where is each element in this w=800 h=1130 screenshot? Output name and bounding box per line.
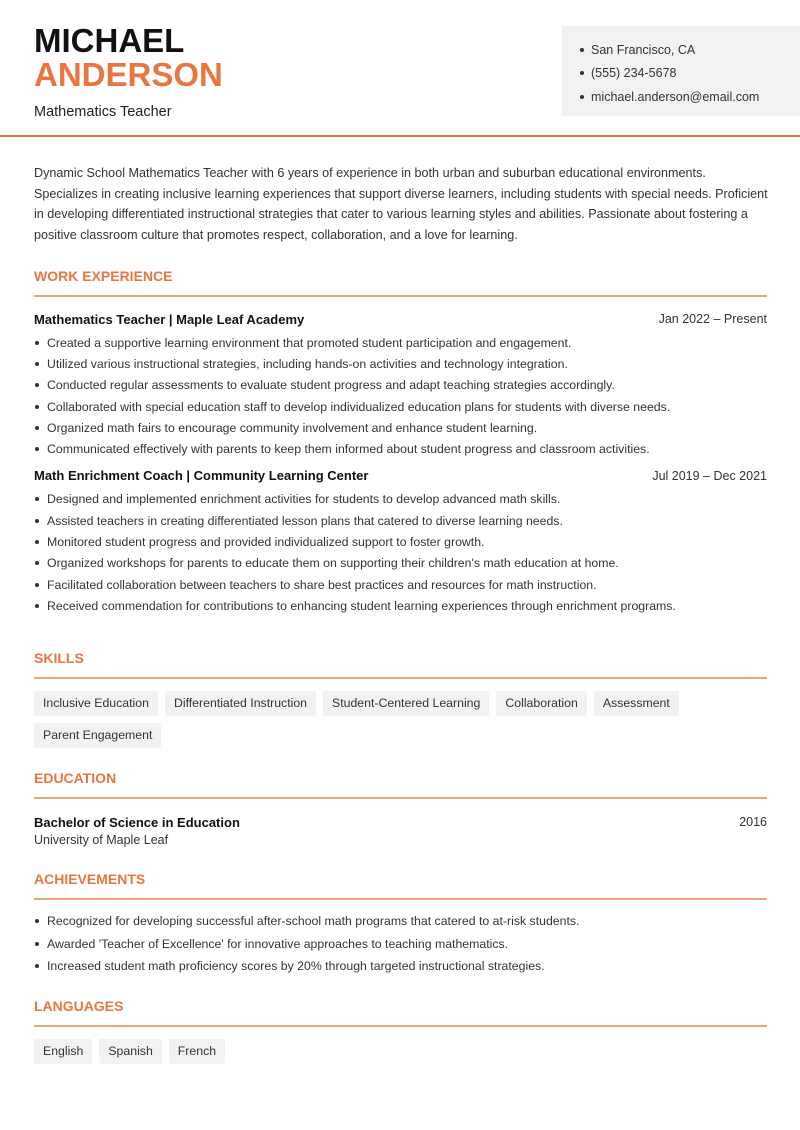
list-item — [34, 955, 767, 978]
bullet-text: Collaborated with special education staff to develop individualized education plans for students with diverse needs. — [47, 399, 671, 414]
job-dates: Jan 2022 – Present — [658, 312, 767, 326]
list-item — [34, 332, 767, 353]
job-header — [34, 309, 767, 329]
bullet-icon — [35, 426, 39, 430]
section-divider — [34, 677, 767, 679]
bullet-text: Received commendation for contributions to enhancing student learning experiences through enrichment programs. — [47, 598, 676, 613]
bullet-text: Organized math fairs to encourage community involvement and enhance student learning. — [47, 420, 538, 435]
section-divider — [34, 797, 767, 799]
bullet-icon — [35, 919, 39, 923]
section-title: WORK EXPERIENCE — [34, 268, 173, 284]
bullet-icon — [35, 583, 39, 587]
job-dates: Jul 2019 – Dec 2021 — [652, 468, 767, 483]
section-title: ACHIEVEMENTS — [34, 871, 146, 887]
section-work-experience — [34, 266, 767, 617]
section-languages — [34, 996, 767, 1071]
resume-header — [0, 0, 800, 137]
graduation-year: 2016 — [739, 815, 767, 829]
bullet-text: Designed and implemented enrichment activities for students to develop advanced math skills. — [47, 492, 561, 507]
list-item — [34, 438, 767, 459]
last-name: ANDERSON — [34, 56, 223, 93]
skill-tags — [34, 691, 767, 755]
bullet-icon — [35, 383, 39, 387]
bullet-text: Awarded 'Teacher of Excellence' for innovative approaches to teaching mathematics. — [47, 936, 509, 951]
job-title: Mathematics Teacher — [34, 104, 172, 120]
contact-location — [580, 38, 800, 62]
bullet-icon — [35, 362, 39, 366]
list-item — [34, 595, 767, 616]
school-name: University of Maple Leaf — [34, 833, 169, 847]
contact-box — [562, 26, 800, 116]
list-item — [34, 353, 767, 374]
section-title: LANGUAGES — [34, 998, 124, 1014]
section-title: SKILLS — [34, 650, 84, 666]
list-item — [34, 375, 767, 396]
language-tag: French — [169, 1039, 225, 1064]
bullet-icon — [35, 561, 39, 565]
education-header — [34, 812, 767, 832]
summary: Dynamic School Mathematics Teacher with 6 years of experience in both urban and suburban educational environments. Specializes in creating inclusive learning experiences that support diverse learners, including students with special needs. Proficient in developing differentiated instructional strategies that cater to various learning styles and abilities. Passionate about fostering a positive classroom culture that promotes respect, collaboration, and a love for learning. — [34, 166, 768, 243]
section-divider — [34, 295, 767, 297]
skill-tag: Parent Engagement — [34, 723, 161, 748]
list-item — [34, 910, 767, 933]
skill-tag: Student-Centered Learning — [323, 691, 489, 716]
section-skills — [34, 648, 767, 755]
job-header — [34, 466, 767, 486]
bullet-icon — [580, 71, 584, 75]
achievement-list — [34, 910, 767, 978]
bullet-icon — [35, 405, 39, 409]
bullet-text: Recognized for developing successful after-school math programs that catered to at-risk students. — [47, 914, 580, 929]
skill-tag: Collaboration — [496, 691, 586, 716]
job-role: Math Enrichment Coach | Community Learning Center — [34, 468, 369, 484]
list-item — [34, 933, 767, 956]
section-divider — [34, 1025, 767, 1027]
job-entry — [34, 309, 767, 460]
job-entry — [34, 466, 767, 617]
job-role: Mathematics Teacher | Maple Leaf Academy — [34, 311, 305, 327]
contact-email — [580, 85, 800, 109]
bullet-icon — [35, 341, 39, 345]
language-tag: English — [34, 1039, 92, 1064]
bullet-text: Monitored student progress and provided individualized support to foster growth. — [47, 535, 485, 550]
list-item — [34, 531, 767, 552]
bullet-icon — [35, 540, 39, 544]
bullet-icon — [35, 497, 39, 501]
name-block — [34, 24, 223, 120]
section-education — [34, 768, 767, 847]
language-tag: Spanish — [99, 1039, 161, 1064]
contact-phone — [580, 62, 800, 86]
bullet-icon — [35, 604, 39, 608]
list-item — [34, 489, 767, 510]
skill-tag: Differentiated Instruction — [165, 691, 316, 716]
email-text: michael.anderson@email.com — [591, 89, 760, 104]
bullet-text: Assisted teachers in creating differentiated lesson plans that catered to diverse learning needs. — [47, 513, 563, 528]
bullet-icon — [35, 519, 39, 523]
list-item — [34, 417, 767, 438]
bullet-text: Created a supportive learning environment that promoted student participation and engagement. — [47, 335, 572, 350]
bullet-text: Conducted regular assessments to evaluate student progress and adapt teaching strategies accordingly. — [47, 378, 615, 393]
section-divider — [34, 898, 767, 900]
list-item — [34, 574, 767, 595]
phone-text: (555) 234-5678 — [591, 66, 677, 81]
section-achievements — [34, 869, 767, 978]
bullet-icon — [35, 942, 39, 946]
section-title: EDUCATION — [34, 770, 117, 786]
bullet-text: Communicated effectively with parents to keep them informed about student progress and classroom activities. — [47, 442, 650, 457]
bullet-text: Utilized various instructional strategies, including hands-on activities and technology integration. — [47, 356, 568, 371]
skill-tag: Inclusive Education — [34, 691, 158, 716]
job-bullets — [34, 332, 767, 460]
language-tags — [34, 1039, 767, 1071]
bullet-icon — [35, 447, 39, 451]
bullet-icon — [580, 95, 584, 99]
location-text: San Francisco, CA — [591, 42, 696, 57]
list-item — [34, 553, 767, 574]
degree: Bachelor of Science in Education — [34, 814, 240, 830]
skill-tag: Assessment — [594, 691, 679, 716]
bullet-text: Organized workshops for parents to educate them on supporting their children's math education at home. — [47, 556, 619, 571]
job-bullets — [34, 489, 767, 617]
bullet-icon — [35, 964, 39, 968]
list-item — [34, 396, 767, 417]
bullet-text: Facilitated collaboration between teachers to share best practices and resources for math instruction. — [47, 577, 597, 592]
bullet-text: Increased student math proficiency scores by 20% through targeted instructional strategies. — [47, 959, 545, 974]
bullet-icon — [580, 48, 584, 52]
list-item — [34, 510, 767, 531]
first-name: MICHAEL — [34, 22, 185, 59]
